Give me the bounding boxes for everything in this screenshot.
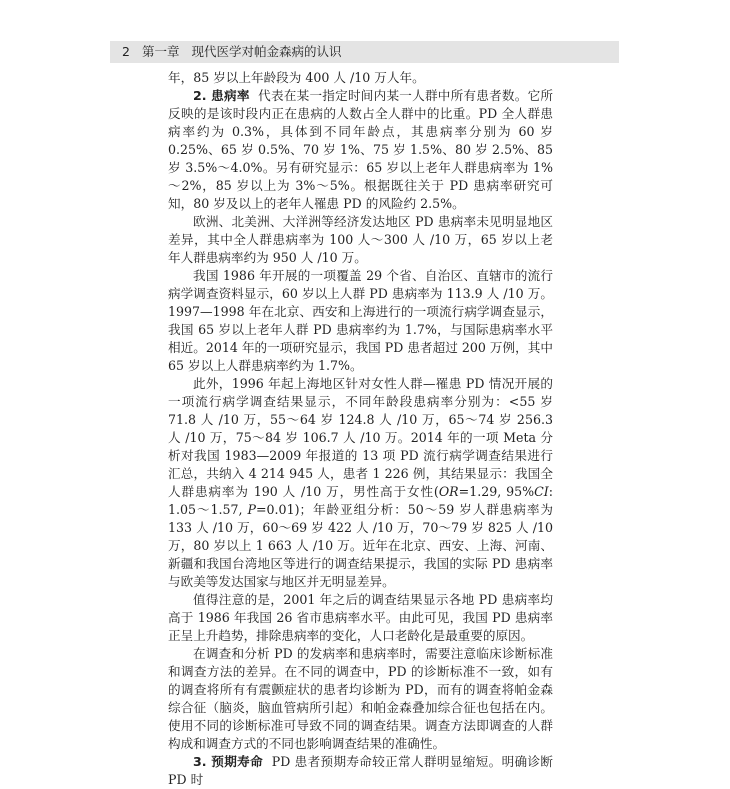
paragraph-life-expectancy (168, 753, 553, 789)
paragraph-western-prevalence: 欧洲、北美洲、大洋洲等经济发达地区 PD 患病率未见明显地区差异，其中全人群患病率为 100 人～300 人 /10 万，65 岁以上老年人群患病率约为 950 人 /10 万。 (168, 214, 553, 265)
paragraph-text-part: : 1.05～1.57, (168, 484, 554, 517)
chapter-label: 第一章 (141, 44, 180, 59)
paragraph-text-part: 此外，1996 年起上海地区针对女性人群—罹患 PD 情况开展的一项流行病学调查结果显示，不同年龄段患病率分别为：<55 岁 71.8 人 /10 万，55～64 岁 124.8 人 /10 万，65～74 岁 256.3 人 /10 万，75～84 岁 106.7 人 /10 万。2014 年的一项 Meta 分析对我国 1983—2009 年报道的 13 项 PD 流行病学调查结果进行汇总，共纳入 4 214 945 人，患者 1 226 例，其结果显示：我国全人群患病率为 190 人 /10 万，男性高于女性( (168, 376, 553, 499)
page-number: 2 (122, 44, 130, 59)
paragraph-prevalence (168, 87, 553, 213)
paragraph-methodology: 在调查和分析 PD 的发病率和患病率时，需要注意临床诊断标准和调查方法的差异。在不同的调查中，PD 的诊断标准不一致，如有的调查将所有有震颤症状的患者均诊断为 PD，而有的调查将帕金森综合征（脑炎，脑血管病所引起）和帕金森叠加综合征也包括在内。使用不同的诊断标准可导致不同的调查结果。调查方法即调查的人群构成和调查方式的不同也影响调查结果的准确性。 (168, 646, 553, 751)
paragraph-life-expectancy-text: PD 患者预期寿命较正常人群明显缩短。明确诊断 PD 时 (168, 754, 553, 787)
paragraph-prevalence-text: 代表在某一指定时间内某一人群中所有患者数。它所反映的是该时段内正在患病的人数占全人群中的比重。PD 全人群患病率约为 0.3%，具体到不同年龄点，其患病率分别为 60 岁 0.25%、65 岁 0.5%、70 岁 1%、75 岁 1.5%、80 岁 2.5%、85 岁 3.5%～4.0%。另有研究显示：65 岁以上老年人群患病率为 1%～2%，85 岁以上为 3%～5%。根据既往关于 PD 患病率研究可知，80 岁及以上的老年人罹患 PD 的风险约 2.5%。 (168, 88, 554, 211)
paragraph-china-prevalence: 我国 1986 年开展的一项覆盖 29 个省、自治区、直辖市的流行病学调查资料显示，60 岁以上人群 PD 患病率为 113.9 人 /10 万。1997—1998 年在北京、西安和上海进行的一项流行病学调查显示，我国 65 岁以上老年人群 PD 患病率约为 1.7%，与国际患病率水平相近。2014 年的一项研究显示，我国 PD 患者超过 200 万例，其中 65 岁以上人群患病率约为 1.7%。 (168, 268, 553, 373)
paragraph-text-part: =1.29, 95% (458, 484, 535, 499)
paragraph-continuation: 年，85 岁以上年龄段为 400 人 /10 万人年。 (168, 70, 425, 85)
section-heading-life-expectancy: 3. 预期寿命 (193, 754, 264, 769)
paragraph-shanghai-meta (168, 375, 553, 591)
section-heading-prevalence: 2. 患病率 (193, 88, 250, 103)
chapter-title: 现代医学对帕金森病的认识 (191, 44, 342, 59)
paragraph-text-part: =0.01)；年龄亚组分析：50～59 岁人群患病率为 133 人 /10 万，60～69 岁 422 人 /10 万，70～79 岁 825 人 /10 万，80 岁以上 1 663 人 /10 万。近年在北京、西安、上海、河南、新疆和我国台湾地区等进行的调查结果提示，我国的实际 PD 患病率与欧美等发达国家与地区并无明显差异。 (168, 502, 553, 589)
ci-label: CI (534, 484, 549, 499)
p-label: P (247, 502, 256, 517)
body-text (168, 69, 553, 789)
paragraph-trend: 值得注意的是，2001 年之后的调查结果显示各地 PD 患病率均高于 1986 年我国 26 省市患病率水平。由此可见，我国 PD 患病率正呈上升趋势，排除患病率的变化，人口老龄化是最重要的原因。 (168, 592, 553, 643)
or-label: OR (438, 484, 459, 499)
running-header (122, 42, 341, 62)
